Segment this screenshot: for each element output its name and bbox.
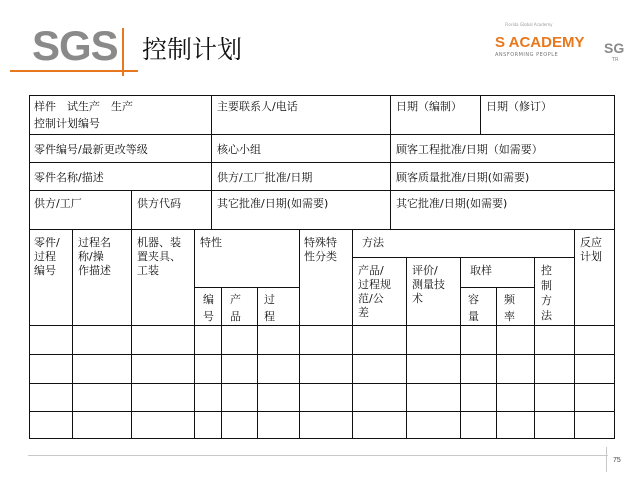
machine-header-1: 机器、装	[137, 236, 181, 249]
page-title: 控制计划	[142, 35, 243, 64]
part-process-no-header-2: 过程	[34, 250, 56, 263]
char-process-header-2: 程	[264, 310, 275, 323]
frequency-header-1: 频	[504, 293, 515, 306]
reaction-plan-header-1: 反应	[580, 236, 602, 249]
process-name-header-3: 作描述	[78, 264, 111, 277]
spec-header-4: 差	[358, 306, 369, 319]
char-process-header-1: 过	[264, 293, 275, 306]
special-class-header-1: 特殊特	[304, 236, 337, 249]
machine-header-2: 置夹具、	[137, 250, 181, 263]
control-plan-number-label: 控制计划编号	[34, 117, 100, 130]
date-revised-label: 日期（修订）	[486, 100, 552, 113]
spec-header-3: 范/公	[358, 292, 384, 305]
measurement-header-1: 评价/	[412, 264, 438, 277]
char-product-header-1: 产	[230, 293, 241, 306]
supplier-plant-approval-label: 供方/工厂批准/日期	[217, 171, 313, 184]
special-class-header-2: 性分类	[304, 250, 337, 263]
page-number: 75	[613, 457, 621, 464]
supplier-plant-label: 供方/工厂	[34, 197, 82, 210]
academy-logo-secondary: SG	[604, 40, 625, 56]
academy-subtitle: Florida Global Academy	[505, 22, 553, 27]
academy-secondary-tag: TR	[612, 57, 619, 63]
spec-header-1: 产品/	[358, 264, 384, 277]
customer-quality-approval-label: 顾客质量批准/日期(如需要)	[396, 171, 530, 184]
part-number-label: 零件编号/最新更改等级	[34, 143, 148, 156]
part-name-label: 零件名称/描述	[34, 171, 104, 184]
control-method-header-2: 制	[541, 279, 552, 292]
part-process-no-header-1: 零件/	[34, 236, 60, 249]
supplier-code-label: 供方代码	[137, 197, 181, 210]
machine-header-3: 工装	[137, 264, 159, 277]
reaction-plan-header-2: 计划	[580, 250, 602, 263]
control-method-header-4: 法	[541, 309, 552, 322]
other-approval-label-2: 其它批准/日期(如需要)	[396, 197, 508, 210]
spec-header-2: 过程规	[358, 278, 391, 291]
core-team-label: 核心小组	[217, 143, 261, 156]
sgs-logo-text: SGS	[32, 22, 118, 69]
part-process-no-header-3: 编号	[34, 264, 56, 277]
control-method-header-1: 控	[541, 264, 552, 277]
characteristics-header: 特性	[200, 236, 222, 249]
process-name-header-2: 称/操	[78, 250, 104, 263]
process-name-header-1: 过程名	[78, 236, 111, 249]
sampling-header: 取样	[470, 264, 492, 277]
char-no-header-1: 编	[203, 293, 214, 306]
sample-type-label: 样件 试生产 生产	[34, 100, 133, 113]
char-product-header-2: 品	[230, 310, 241, 323]
sample-size-header-2: 量	[468, 310, 479, 323]
academy-name: S ACADEMY	[495, 34, 585, 51]
contact-label: 主要联系人/电话	[217, 100, 298, 113]
footer-divider	[28, 455, 608, 456]
customer-eng-approval-label: 顾客工程批准/日期（如需要）	[396, 143, 543, 156]
footer-divider-vertical	[606, 447, 607, 472]
measurement-header-3: 术	[412, 292, 423, 305]
method-header: 方法	[362, 236, 384, 249]
char-no-header-2: 号	[203, 310, 214, 323]
sample-size-header-1: 容	[468, 293, 479, 306]
academy-tagline: ANSFORMING PEOPLE	[495, 52, 559, 58]
control-method-header-3: 方	[541, 294, 552, 307]
measurement-header-2: 测量技	[412, 278, 445, 291]
frequency-header-2: 率	[504, 310, 515, 323]
date-compiled-label: 日期（编制）	[396, 100, 462, 113]
other-approval-label-1: 其它批准/日期(如需要)	[217, 197, 329, 210]
